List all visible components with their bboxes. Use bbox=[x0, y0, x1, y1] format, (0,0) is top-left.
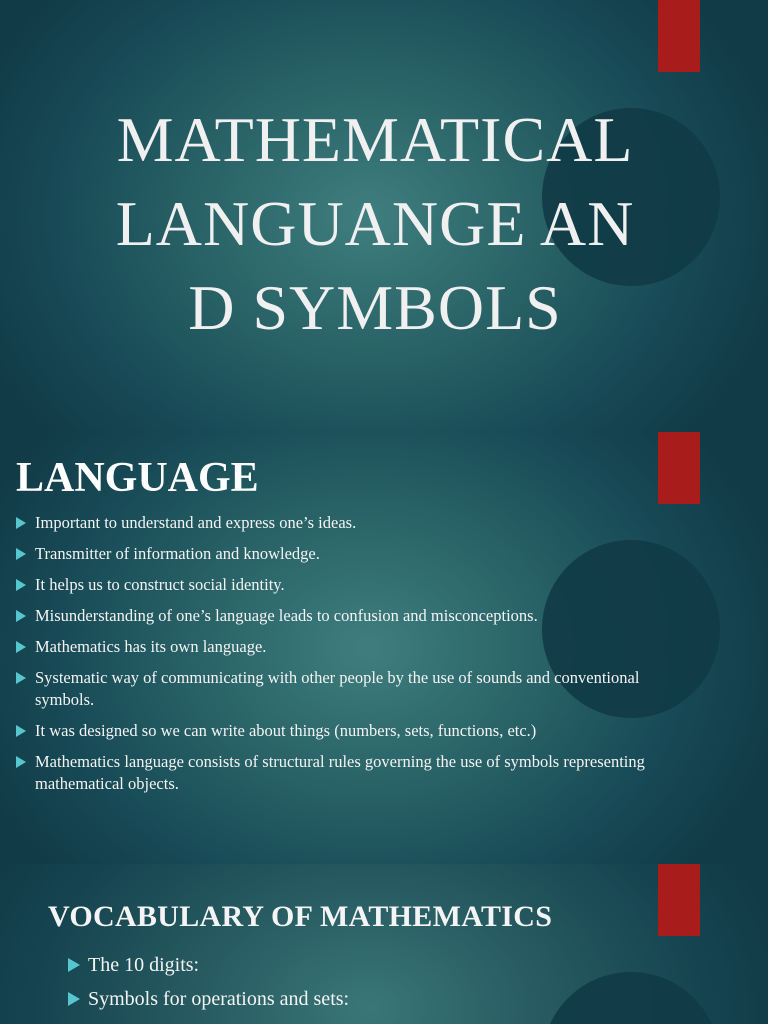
slide-language bbox=[0, 432, 768, 864]
accent-bar bbox=[658, 432, 700, 504]
accent-bar bbox=[658, 0, 700, 72]
list-item-text: Transmitter of information and knowledge. bbox=[35, 544, 320, 563]
list-item-text: Important to understand and express one’s ideas. bbox=[35, 513, 357, 532]
list-item bbox=[14, 636, 664, 658]
triangle-right-icon bbox=[16, 641, 26, 653]
slide-vocabulary bbox=[0, 864, 768, 1024]
slide-title bbox=[0, 0, 768, 432]
list-item bbox=[66, 952, 626, 978]
list-item-text: Misunderstanding of one’s language leads to confusion and misconceptions. bbox=[35, 606, 538, 625]
list-item bbox=[14, 751, 664, 795]
slide-heading: LANGUAGE bbox=[16, 455, 259, 501]
list-item bbox=[14, 720, 664, 742]
triangle-right-icon bbox=[16, 579, 26, 591]
bullet-list bbox=[14, 512, 664, 804]
triangle-right-icon bbox=[16, 548, 26, 560]
triangle-right-icon bbox=[16, 672, 26, 684]
triangle-right-icon bbox=[16, 756, 26, 768]
list-item-text: Systematic way of communicating with other people by the use of sounds and conventional symbols. bbox=[35, 668, 640, 709]
triangle-right-icon bbox=[16, 517, 26, 529]
list-item-text: Mathematics has its own language. bbox=[35, 637, 267, 656]
list-item bbox=[14, 574, 664, 596]
list-item bbox=[14, 543, 664, 565]
slide-heading: VOCABULARY OF MATHEMATICS bbox=[48, 900, 553, 933]
accent-bar bbox=[658, 864, 700, 936]
triangle-right-icon bbox=[68, 992, 80, 1006]
list-item bbox=[14, 512, 664, 534]
list-item-text: The 10 digits: bbox=[88, 954, 200, 976]
list-item bbox=[66, 986, 626, 1012]
bullet-list bbox=[66, 952, 626, 1020]
slide-title-text: MATHEMATICAL LANGUANGE AND SYMBOLS bbox=[115, 104, 635, 343]
list-item-text: It was designed so we can write about things (numbers, sets, functions, etc.) bbox=[35, 721, 537, 740]
triangle-right-icon bbox=[16, 725, 26, 737]
list-item bbox=[14, 605, 664, 627]
list-item-text: Mathematics language consists of structural rules governing the use of symbols representing mathematical objects. bbox=[35, 752, 645, 793]
list-item-text: It helps us to construct social identity. bbox=[35, 575, 285, 594]
triangle-right-icon bbox=[16, 610, 26, 622]
list-item-text: Symbols for operations and sets: bbox=[88, 988, 350, 1010]
triangle-right-icon bbox=[68, 958, 80, 972]
list-item bbox=[14, 667, 664, 711]
